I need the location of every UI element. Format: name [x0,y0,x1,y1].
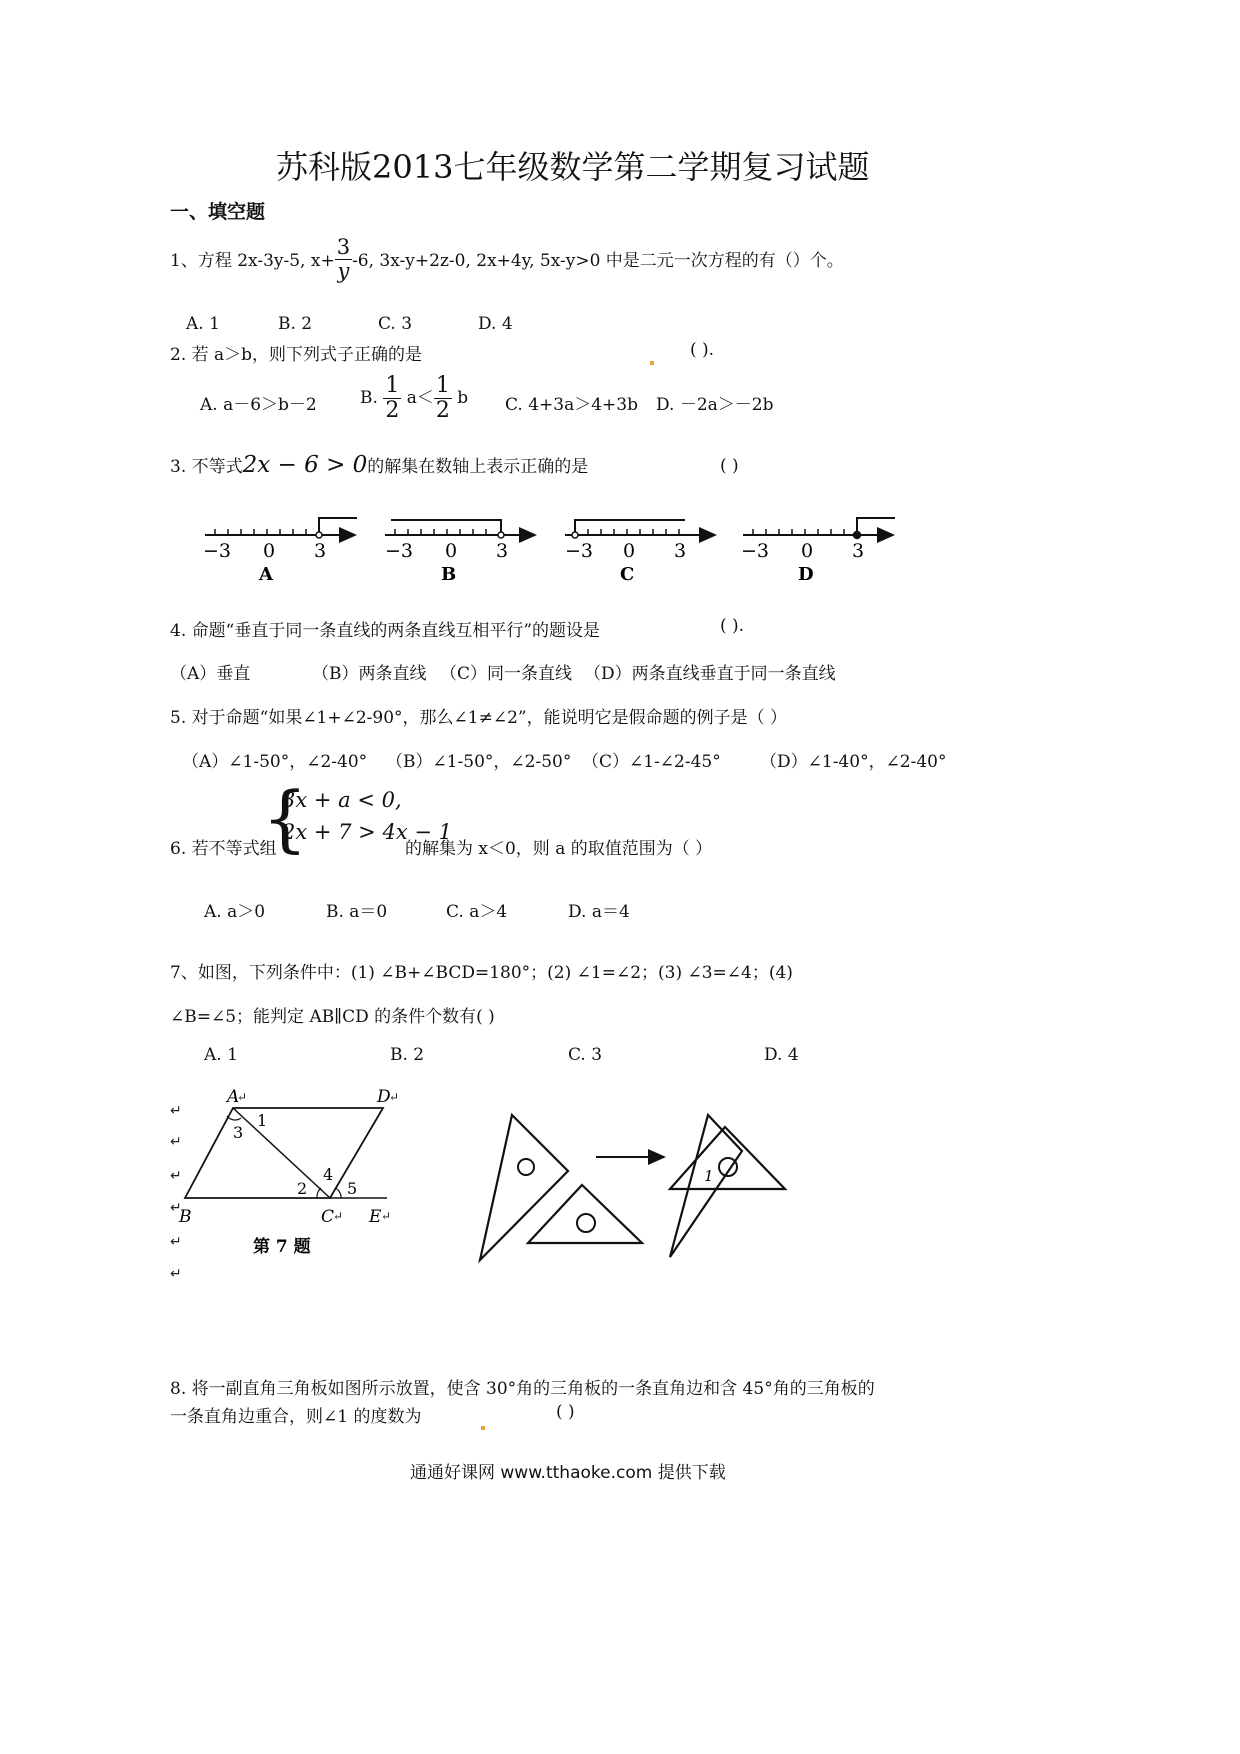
q4-option-b: （B）两条直线 [312,664,427,684]
q2-option-d: D. －2a＞－2b [656,395,774,415]
return-mark: ↵ [170,1200,182,1216]
q4-option-c: （C）同一条直线 [440,664,573,684]
svg-text:D: D [377,1087,391,1107]
q4-paren: ( ). [720,616,745,636]
question-3: 3. 不等式2x − 6 > 0的解集在数轴上表示正确的是 [170,452,589,478]
svg-text:1: 1 [257,1111,268,1130]
q1-post: -6, 3x-y+2z-0, 2x+4y, 5x-y>0 中是二元一次方程的有（）个。 [352,251,844,272]
q6-option-c: C. a＞4 [446,902,508,922]
svg-text:E: E [369,1207,382,1227]
return-mark: ↵ [170,1103,182,1119]
q2-paren: ( ). [690,340,715,360]
q1-fraction: $\frac{3}{y}$ [336,235,351,284]
svg-text:3: 3 [852,540,865,562]
question-2: 2. 若 a＞b，则下列式子正确的是 [170,345,423,365]
svg-text:−3: −3 [203,540,232,562]
q2-dot [650,350,654,369]
q5-option-a: （A）∠1-50°，∠2-40° [182,752,368,772]
q5-option-c: （C）∠1-∠2-45° [582,752,721,772]
svg-text:4: 4 [323,1165,334,1184]
q7-option-b: B. 2 [390,1045,425,1065]
q3-expression: 2x − 6 > 0 [242,452,368,478]
q8-figure [470,1105,800,1265]
q6-option-d: D. a＝4 [568,902,630,922]
q7-option-d: D. 4 [764,1045,799,1065]
svg-text:0: 0 [445,540,458,562]
return-mark: ↵ [170,1168,182,1184]
svg-text:A: A [259,564,273,585]
svg-text:D: D [798,564,814,585]
q1-pre: 1、方程 2x-3y-5, x+ [170,251,335,272]
q7-option-a: A. 1 [204,1045,238,1065]
q5-option-d: （D）∠1-40°，∠2-40° [760,752,947,772]
q2-option-b: B. $\frac{1}{2}$ a＜ $\frac{1}{2}$ b [360,373,469,424]
svg-text:A: A [227,1087,240,1107]
svg-text:1: 1 [704,1167,714,1185]
question-4: 4. 命题“垂直于同一条直线的两条直线互相平行”的题设是 [170,621,601,641]
svg-text:C: C [321,1207,335,1227]
svg-text:B: B [441,564,457,585]
q8-paren: ( ) [556,1402,575,1422]
q6-option-a: A. a＞0 [204,902,266,922]
svg-text:↵: ↵ [237,1090,248,1104]
q4-option-a: （A）垂直 [170,664,251,684]
question-5: 5. 对于命题“如果∠1+∠2-90°，那么∠1≠∠2”，能说明它是假命题的例子是（ ） [170,708,788,728]
q7-option-c: C. 3 [568,1045,603,1065]
svg-text:↵: ↵ [381,1209,392,1223]
svg-text:↵: ↵ [333,1209,344,1223]
question-1 [170,236,844,283]
q6-line-2: 2x + 7 > 4x − 1 [282,820,452,844]
return-mark: ↵ [170,1234,182,1250]
svg-text:5: 5 [347,1179,358,1198]
question-8-line-1: 8. 将一副直角三角板如图所示放置，使含 30°角的三角板的一条直角边和含 45°角的三角板的 [170,1379,875,1399]
question-6-post: 的解集为 x＜0，则 a 的取值范围为（ ） [405,839,713,859]
svg-text:0: 0 [263,540,276,562]
q6-line-1: 3x + a < 0, [282,788,402,812]
svg-text:B: B [179,1207,192,1227]
return-mark: ↵ [170,1266,182,1282]
svg-text:−3: −3 [385,540,414,562]
q1-option-c: C. 3 [378,314,413,334]
number-line-a [203,518,357,585]
q6-brace: { [262,776,308,860]
q1-option-b: B. 2 [278,314,313,334]
question-7-line-1: 7、如图，下列条件中：(1) ∠B+∠BCD=180°；(2) ∠1=∠2；(3) ∠3=∠4；(4) [170,963,793,983]
svg-text:−3: −3 [741,540,770,562]
svg-text:2: 2 [297,1179,308,1198]
svg-text:3: 3 [314,540,327,562]
svg-text:3: 3 [233,1123,244,1142]
question-6-pre: 6. 若不等式组 [170,839,277,859]
svg-text:0: 0 [623,540,636,562]
q4-option-d: （D）两条直线垂直于同一条直线 [584,664,836,684]
q3-paren: ( ) [720,456,739,476]
q5-option-b: （B）∠1-50°，∠2-50° [386,752,572,772]
page-footer: 通通好课网 www.tthaoke.com 提供下载 [410,1463,726,1483]
q8-dot [481,1415,485,1434]
section-heading: 一、填空题 [170,201,266,223]
return-mark: ↵ [170,1134,182,1150]
number-line-c [565,520,715,585]
svg-text:3: 3 [674,540,687,562]
q6-option-b: B. a＝0 [326,902,388,922]
svg-text:0: 0 [801,540,814,562]
q2-option-a: A. a－6＞b－2 [200,395,317,415]
number-line-d [741,518,895,585]
page-title: 苏科版2013七年级数学第二学期复习试题 [276,148,870,186]
svg-text:3: 3 [496,540,509,562]
q2-option-c: C. 4+3a＞4+3b [505,395,638,415]
q3-number-lines [195,505,915,590]
number-line-b [385,520,535,585]
question-7-line-2: ∠B=∠5；能判定 AB∥CD 的条件个数有( ) [170,1007,495,1027]
svg-text:C: C [620,564,635,585]
svg-text:↵: ↵ [389,1090,400,1104]
question-8-line-2: 一条直角边重合，则∠1 的度数为 [170,1407,422,1427]
q7-figure [175,1080,415,1260]
q1-option-d: D. 4 [478,314,513,334]
svg-text:第 7 题: 第 7 题 [253,1237,311,1257]
q1-option-a: A. 1 [186,314,220,334]
svg-text:−3: −3 [565,540,594,562]
